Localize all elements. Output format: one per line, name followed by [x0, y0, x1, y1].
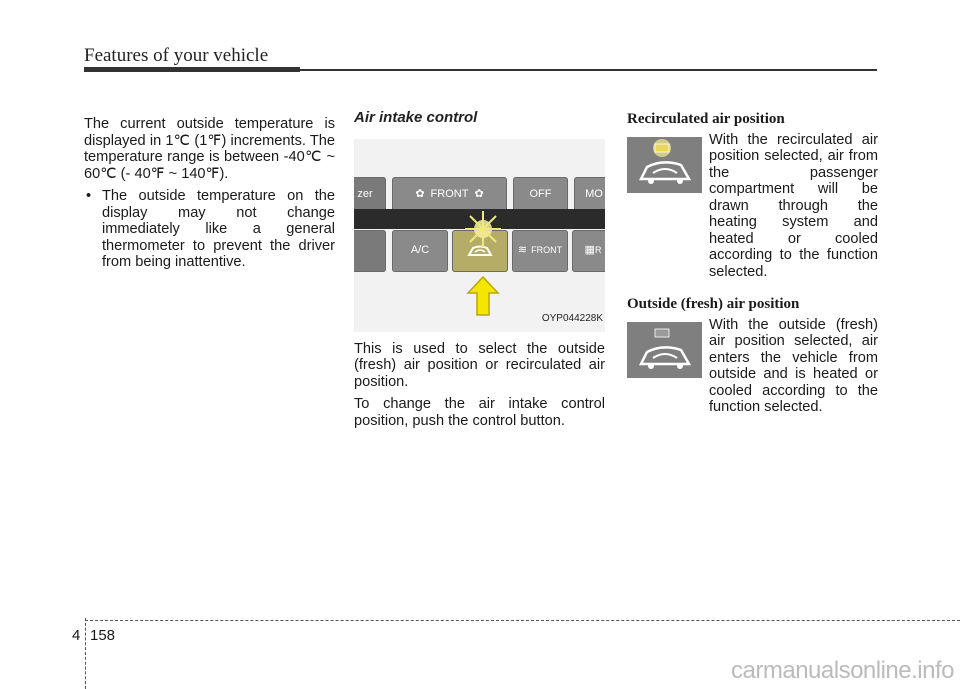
mode-button-label: MO [585, 188, 603, 201]
column-left [84, 116, 335, 271]
watermark: carmanualsonline.info [731, 657, 954, 684]
outside-air-car-icon [627, 322, 702, 378]
control-panel-figure [354, 139, 605, 332]
recirculated-heading: Recirculated air position [627, 111, 785, 127]
defrost-button [354, 177, 386, 213]
footer-vertical-rule [85, 618, 86, 689]
column-right [627, 111, 878, 416]
intake-description [354, 341, 605, 430]
header-rule-thin [300, 69, 877, 71]
defrost-button-label: zer [357, 188, 373, 201]
recirculated-entry [627, 132, 878, 281]
outside-air-entry [627, 317, 878, 416]
ac-button [392, 230, 448, 272]
recirculation-car-glyph [627, 137, 702, 193]
mode-button [574, 177, 605, 213]
press-arrow-icon [466, 275, 500, 317]
rear-window-icon: ▦ [584, 244, 595, 257]
panel-row-top [354, 173, 605, 213]
intake-paragraph-1: This is used to select the outside (fresh) air position or recirculated air position. [354, 340, 605, 390]
section-heading: Air intake control [354, 109, 478, 126]
column-middle [354, 110, 605, 429]
rear-defrost-button [572, 230, 605, 272]
fresh-air-car-glyph [627, 322, 702, 378]
recirculated-car-icon [627, 137, 702, 193]
ac-button-label: A/C [410, 244, 430, 257]
intake-paragraph-2: To change the air intake control position, push the control button. [354, 396, 605, 429]
fan-icon: ✿ [415, 188, 425, 201]
outside-air-text: With the outside (fresh) air position selected, air enters the vehicle from outside and is heated or cooled according to the function selected. [709, 316, 878, 415]
figure-caption: OYP044228K [541, 313, 603, 324]
off-button [513, 177, 568, 213]
front-fan-button [392, 177, 507, 213]
fan-icon: ✿ [474, 188, 484, 201]
front-defrost-label: FRONT [531, 245, 563, 256]
bullet-text: The outside temperature on the display may not change immediately like a general thermometer to prevent the driver from being inattentive. [102, 188, 335, 270]
front-defrost-button [512, 230, 568, 272]
indicator-glow-icon [459, 209, 507, 259]
footer-horizontal-rule [85, 620, 960, 621]
chapter-number: 4 [72, 627, 81, 644]
rear-defrost-label: R [594, 245, 602, 256]
outside-air-heading: Outside (fresh) air position [627, 296, 800, 312]
bullet-item [84, 188, 335, 271]
blank-button [354, 230, 386, 272]
recirculated-text: With the recirculated air position selected, air from the passenger compartment will be drawn through the heating system and heated or cooled according to the function selected. [709, 131, 878, 280]
front-fan-button-label: FRONT [430, 188, 469, 201]
windshield-icon: ≋ [517, 244, 528, 257]
off-button-label: OFF [529, 188, 552, 201]
page-number: 158 [90, 627, 116, 644]
header-rule-thick [84, 67, 300, 72]
bullet-marker: • [86, 188, 92, 204]
page-header-title: Features of your vehicle [84, 45, 269, 66]
temperature-paragraph: The current outside temperature is displayed in 1℃ (1℉) increments. The temperature range is between -40℃ ~ 60℃ (- 40℉ ~ 140℉). [84, 116, 335, 182]
